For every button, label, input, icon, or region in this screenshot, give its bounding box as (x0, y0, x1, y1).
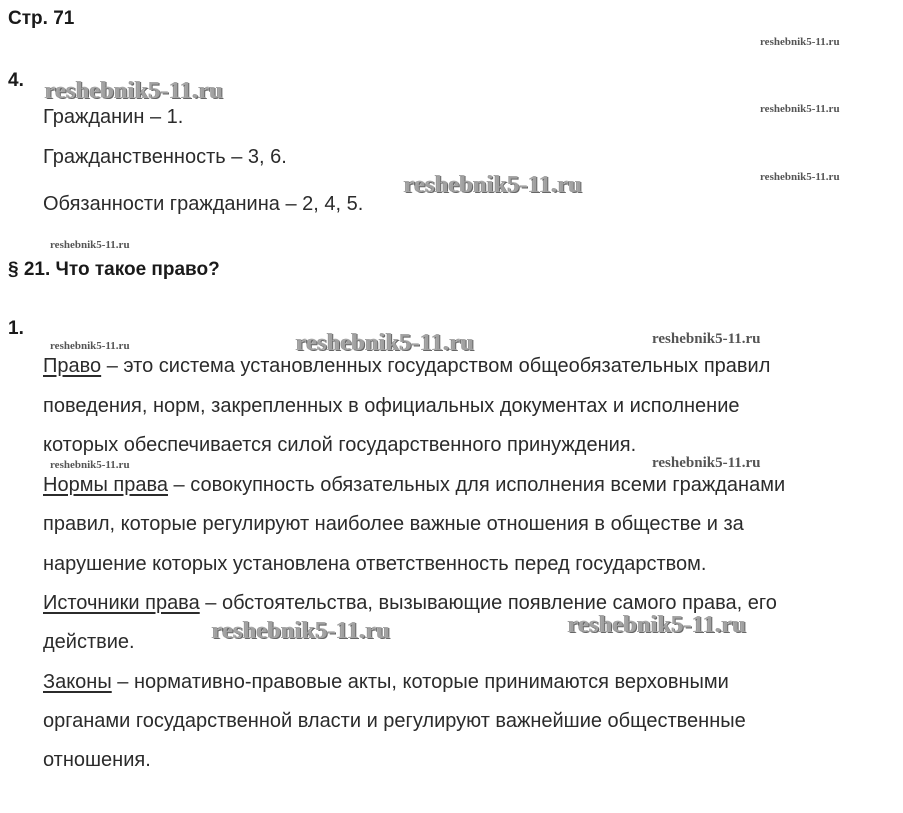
watermark: reshebnik5-11.ru (50, 459, 130, 471)
watermark: reshebnik5-11.ru (212, 618, 391, 644)
definition-line: нарушение которых установлена ответственность перед государством. (43, 553, 707, 575)
watermark: reshebnik5-11.ru (760, 171, 840, 183)
definition-line: действие. (43, 631, 135, 653)
watermark: reshebnik5-11.ru (50, 239, 130, 251)
definition-line: Нормы права – совокупность обязательных для исполнения всеми гражданами (43, 474, 786, 496)
section-title: § 21. Что такое право? (8, 259, 220, 280)
definition-line: поведения, норм, закрепленных в официальных документах и исполнение (43, 395, 740, 417)
definition-term: Нормы права (43, 474, 168, 496)
watermark: reshebnik5-11.ru (45, 78, 224, 104)
definition-term: Законы (43, 671, 112, 693)
definition-line: Законы – нормативно-правовые акты, которые принимаются верховными (43, 671, 729, 693)
watermark: reshebnik5-11.ru (50, 340, 130, 352)
definition-term: Источники права (43, 592, 200, 614)
definition-line: отношения. (43, 749, 151, 771)
watermark: reshebnik5-11.ru (760, 36, 840, 48)
watermark: reshebnik5-11.ru (652, 331, 761, 347)
answer-line: Гражданственность – 3, 6. (43, 146, 287, 168)
definition-line: правил, которые регулируют наиболее важные отношения в обществе и за (43, 513, 744, 535)
answer-line: Гражданин – 1. (43, 106, 184, 128)
definition-line: Право – это система установленных государством общеобязательных правил (43, 355, 771, 377)
watermark: reshebnik5-11.ru (760, 103, 840, 115)
answer-line: Обязанности гражданина – 2, 4, 5. (43, 193, 364, 215)
watermark: reshebnik5-11.ru (568, 612, 747, 638)
definition-term: Право (43, 355, 102, 377)
definition-line: которых обеспечивается силой государственного принуждения. (43, 434, 637, 456)
task-number: 1. (8, 318, 24, 339)
watermark: reshebnik5-11.ru (404, 172, 583, 198)
watermark: reshebnik5-11.ru (296, 330, 475, 356)
task-number: 4. (8, 70, 24, 91)
watermark: reshebnik5-11.ru (652, 455, 761, 471)
definition-line: органами государственной власти и регулируют важнейшие общественные (43, 710, 746, 732)
definition-line: Источники права – обстоятельства, вызывающие появление самого права, его (43, 592, 777, 614)
page-header: Стр. 71 (8, 8, 75, 29)
